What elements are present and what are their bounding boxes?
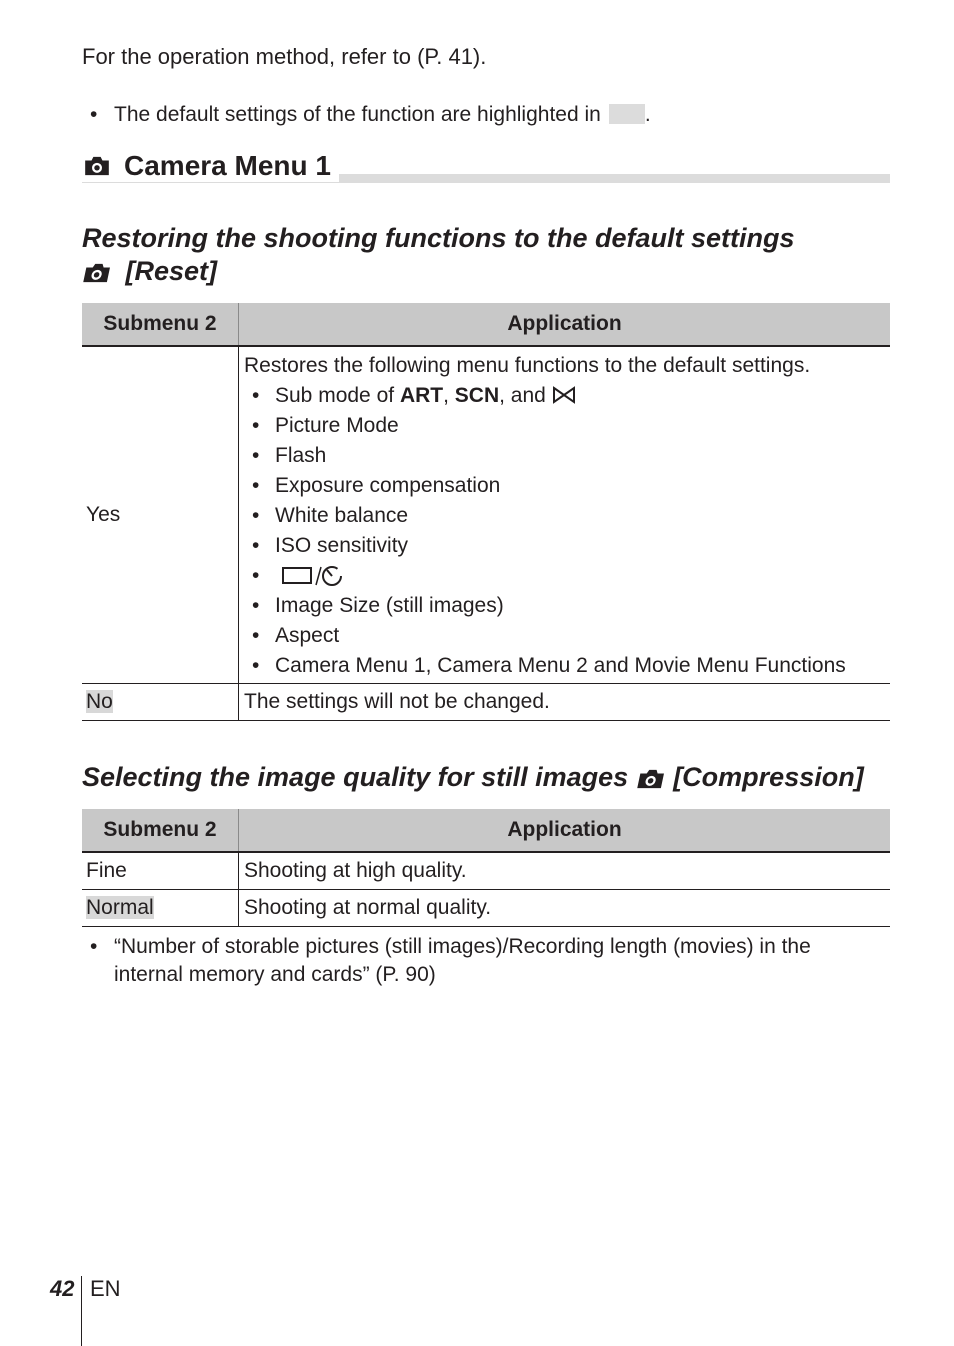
table-row: Normal Shooting at normal quality. <box>82 890 890 927</box>
section-heading <box>82 150 890 186</box>
compression-note: • “Number of storable pictures (still images)/Recording length (movies) in the internal memory and cards” (P. 90) <box>90 935 811 986</box>
compression-heading: Selecting the image quality for still images [Compression] <box>82 762 864 792</box>
camera-icon <box>634 769 668 789</box>
list-item: • Sub mode of ART, SCN, and <box>244 381 890 411</box>
page-number: 42 <box>50 1276 75 1301</box>
submenu-yes: Yes <box>82 346 239 684</box>
list-item: • Exposure compensation <box>252 474 501 497</box>
submenu-no <box>82 684 239 721</box>
table-row: No The settings will not be changed. <box>82 684 890 721</box>
camera-icon <box>80 263 114 283</box>
column-header: Submenu 2 <box>82 303 239 346</box>
column-header: Submenu 2 <box>82 809 239 852</box>
column-header: Application <box>239 303 891 346</box>
list-item: • Camera Menu 1, Camera Menu 2 and Movie Menu Functions <box>252 654 846 677</box>
table-row: Fine Shooting at high quality. <box>82 852 890 890</box>
compression-table <box>82 809 890 927</box>
panorama-mode-icon <box>552 386 576 404</box>
reset-items-list <box>244 381 890 681</box>
default-note: • The default settings of the function are highlighted in . <box>90 103 651 126</box>
list-item: • <box>244 561 890 591</box>
list-item: • Image Size (still images) <box>252 594 504 617</box>
table-row: Yes Restores the following menu functions to the default settings. • Sub mode of ART, SCN, and • Picture Mode • Flash • Exposure compensation • White balance • ISO sensitivity • • Image Size (still images) • Aspect • Camera Menu 1, Camera Menu 2 and Movie Menu Functions <box>82 346 890 684</box>
section-title: Camera Menu 1 <box>124 150 331 181</box>
scn-mode-icon: SCN <box>454 384 500 407</box>
language-code: EN <box>90 1276 121 1301</box>
reset-heading: Restoring the shooting functions to the default settings [Reset] <box>82 222 794 288</box>
list-item: • Flash <box>252 444 327 467</box>
drive-self-timer-icon <box>281 563 343 587</box>
default-highlight: Normal <box>86 896 154 919</box>
list-item: • Picture Mode <box>252 414 399 437</box>
reset-table <box>82 303 890 721</box>
highlight-swatch <box>609 104 645 124</box>
list-item: • Aspect <box>252 624 340 647</box>
intro-text: For the operation method, refer to (P. 41). <box>82 44 487 69</box>
list-item: • ISO sensitivity <box>252 534 409 557</box>
art-mode-icon: ART <box>399 384 444 407</box>
column-header: Application <box>239 809 891 852</box>
default-highlight: No <box>86 690 113 713</box>
list-item: • White balance <box>252 504 409 527</box>
footer-divider <box>81 1276 82 1346</box>
camera-icon <box>82 156 112 176</box>
